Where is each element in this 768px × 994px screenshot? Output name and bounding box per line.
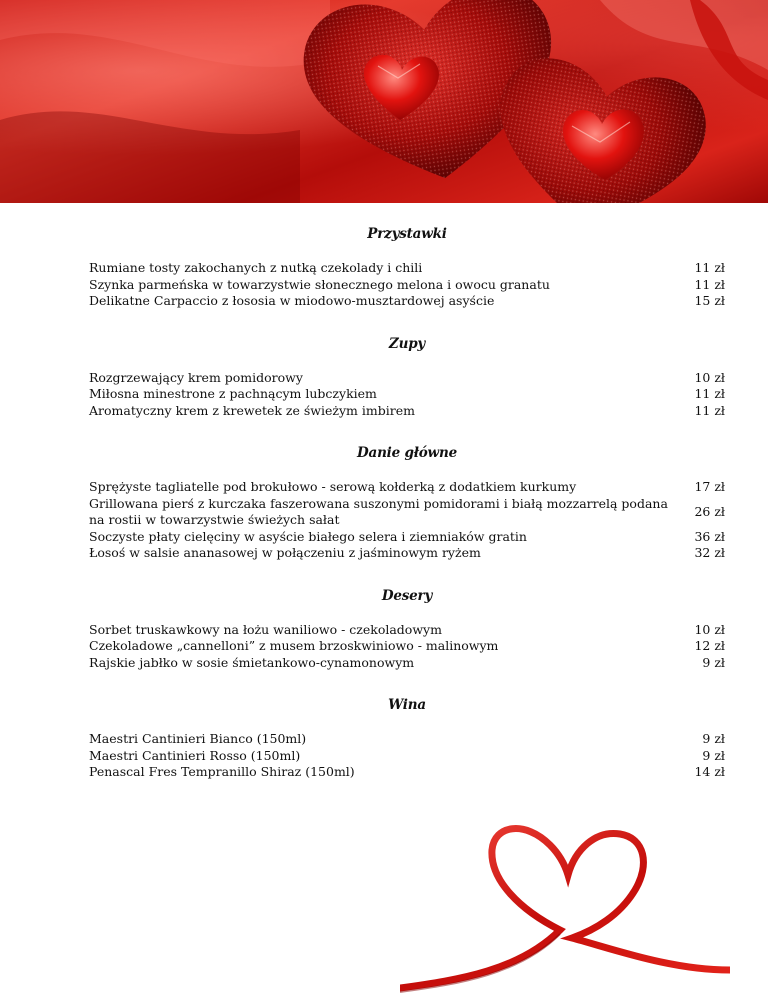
item-price: 11 zł	[694, 402, 725, 418]
menu-item	[89, 277, 725, 294]
item-list	[89, 479, 725, 562]
menu-item	[89, 622, 725, 639]
item-list	[89, 260, 725, 310]
item-price: 36 zł	[694, 528, 725, 544]
item-price: 11 zł	[694, 386, 725, 401]
item-price: 9 zł	[702, 654, 725, 670]
item-price: 11 zł	[694, 260, 725, 275]
item-price: 10 zł	[694, 369, 725, 385]
item-list	[89, 622, 725, 672]
menu-item	[89, 529, 725, 546]
item-list	[89, 731, 725, 781]
item-list	[89, 370, 725, 420]
menu-section	[89, 443, 725, 562]
section-title: Danie główne	[357, 445, 457, 461]
section-title: Wina	[388, 697, 426, 713]
menu-section	[89, 695, 725, 781]
item-name: Aromatyczny krem z krewetek ze świeżym imbirem	[89, 402, 415, 418]
item-name: Rumiane tosty zakochanych z nutką czekolady i chili	[89, 260, 423, 275]
item-name: Soczyste płaty cielęciny w asyście białego selera i ziemniaków gratin	[89, 528, 527, 544]
menu-item	[89, 731, 725, 748]
menu-item	[89, 545, 725, 562]
menu-item	[89, 293, 725, 310]
menu-item	[89, 479, 725, 496]
menu-item	[89, 260, 725, 277]
menu-item	[89, 403, 725, 420]
item-name: Maestri Cantinieri Rosso (150ml)	[89, 747, 301, 763]
menu-item	[89, 386, 725, 403]
header-image	[0, 0, 768, 203]
menu-section	[89, 586, 725, 672]
menu-item	[89, 370, 725, 387]
item-price: 14 zł	[694, 764, 725, 779]
section-title: Zupy	[388, 335, 426, 352]
item-name: Rozgrzewający krem pomidorowy	[89, 369, 303, 385]
menu-item	[89, 638, 725, 655]
item-name: Penascal Fres Tempranillo Shiraz (150ml)	[89, 764, 355, 779]
item-price: 9 zł	[702, 731, 725, 746]
item-price: 11 zł	[694, 276, 725, 292]
item-name: Miłosna minestrone z pachnącym lubczykiem	[89, 386, 377, 401]
menu-item	[89, 496, 725, 529]
section-title: Desery	[381, 587, 433, 604]
menu-item	[89, 764, 725, 781]
item-name: Maestri Cantinieri Bianco (150ml)	[89, 731, 307, 746]
menu-section	[89, 224, 725, 310]
item-name: Łosoś w salsie ananasowej w połączeniu z jaśminowym ryżem	[89, 545, 481, 560]
item-price: 15 zł	[694, 293, 725, 308]
item-price: 32 zł	[694, 545, 725, 560]
item-name: Czekoladowe „cannelloni” z musem brzoskwiniowo - malinowym	[89, 638, 499, 653]
menu-item	[89, 655, 725, 672]
menu-section	[89, 334, 725, 420]
item-name: Delikatne Carpaccio z łososia w miodowo-musztardowej asyście	[89, 293, 495, 308]
ribbon-heart-icon	[400, 820, 730, 994]
item-name: Rajskie jabłko w sosie śmietankowo-cynamonowym	[89, 654, 415, 670]
item-name: Szynka parmeńska w towarzystwie słonecznego melona i owocu granatu	[89, 276, 550, 292]
item-name: Sprężyste tagliatelle pod brokułowo - serową kołderką z dodatkiem kurkumy	[89, 479, 577, 494]
item-price: 12 zł	[694, 638, 725, 653]
item-price: 26 zł	[694, 503, 725, 519]
item-price: 17 zł	[694, 479, 725, 494]
menu	[89, 224, 725, 781]
item-name: Sorbet truskawkowy na łożu waniliowo - czekoladowym	[89, 621, 442, 637]
section-title: Przystawki	[367, 226, 447, 242]
item-name: Grillowana pierś z kurczaka faszerowana suszonymi pomidorami i białą mozzarrelą podana na rostii w towarzystwie świeżych sałat	[89, 495, 668, 527]
item-price: 9 zł	[702, 747, 725, 763]
glitter-hearts-icon	[0, 0, 768, 203]
menu-item	[89, 748, 725, 765]
item-price: 10 zł	[694, 621, 725, 637]
